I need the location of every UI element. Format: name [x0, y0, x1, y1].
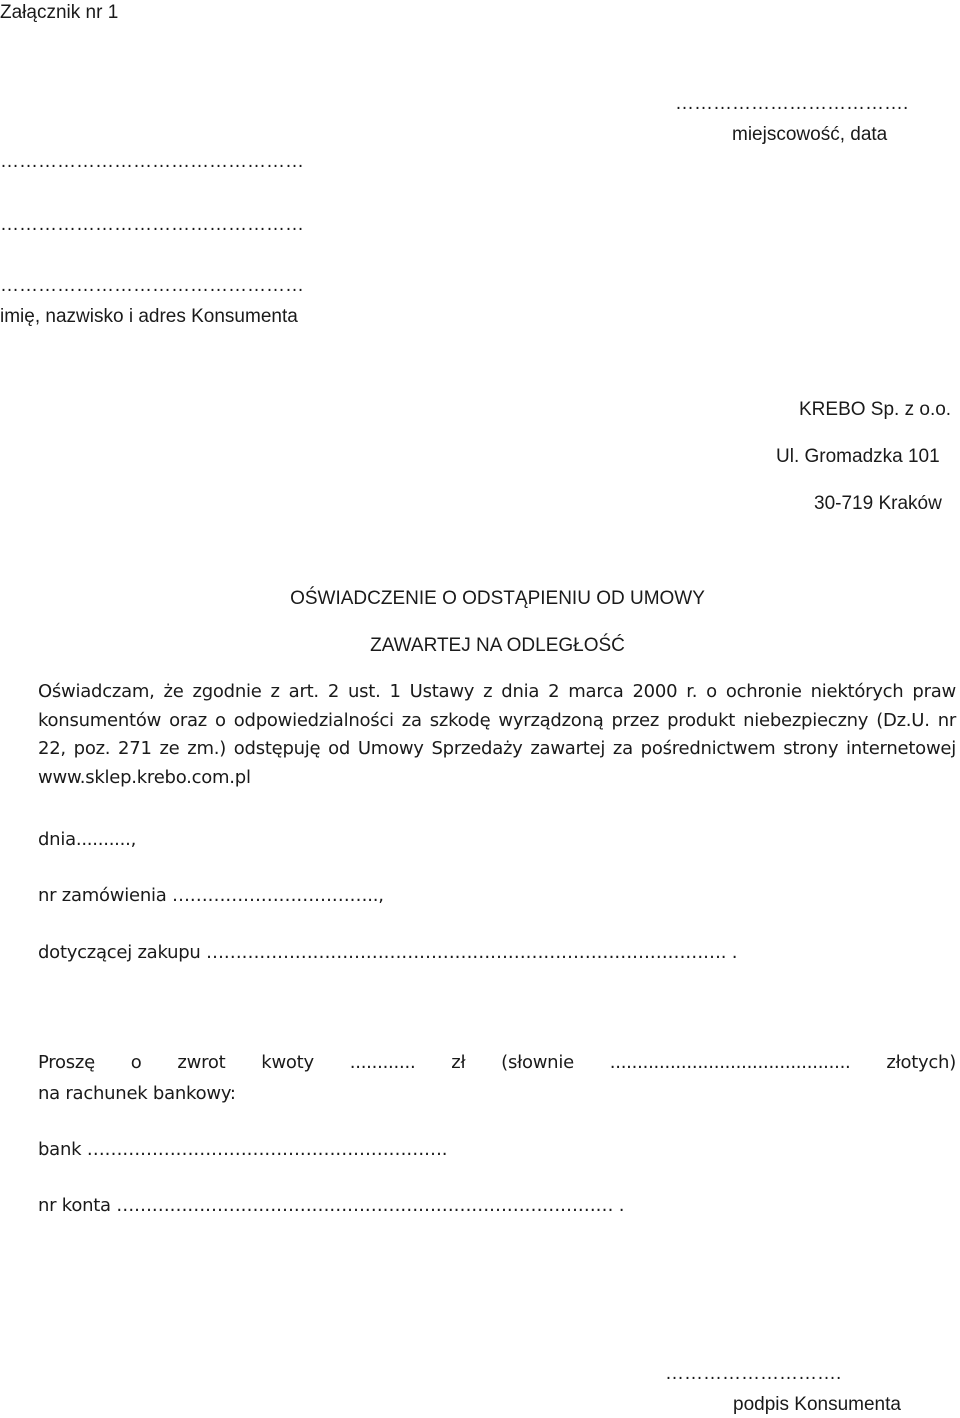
signature-dots: ……………………….	[665, 1363, 842, 1384]
purchase-field: dotyczącej zakupu ……………………………………………………………………………. .	[38, 942, 738, 963]
recipient-street: Ul. Gromadzka 101	[776, 446, 940, 467]
refund-account-label: na rachunek bankowy:	[38, 1083, 236, 1104]
consumer-caption: imię, nazwisko i adres Konsumenta	[0, 306, 298, 327]
order-number-field: nr zamówienia ……………………………..,	[38, 885, 384, 906]
document-title-line-1: OŚWIADCZENIE O ODSTĄPIENIU OD UMOWY	[290, 588, 705, 609]
statement-paragraph: Oświadczam, że zgodnie z art. 2 ust. 1 Ustawy z dnia 2 marca 2000 r. o ochronie niektórych praw konsumentów oraz o odpowiedzialności za szkodę wyrządzoną przez produkt niebezpieczny (Dz.U. nr 22, poz. 271 ze zm.) odstępuję od Umowy Sprzedaży zawartej za pośrednictwem strony internetowej www.sklep.krebo.com.pl	[38, 681, 956, 788]
consumer-line-3: …………………………………………	[0, 275, 304, 296]
recipient-company: KREBO Sp. z o.o.	[799, 399, 952, 420]
place-date-dots: ……………………………….	[675, 93, 909, 114]
recipient-city: 30-719 Kraków	[814, 493, 942, 514]
consumer-line-2: …………………………………………	[0, 214, 304, 235]
bank-field: bank …………………………………………………….	[38, 1139, 448, 1160]
place-date-caption: miejscowość, data	[732, 124, 888, 145]
refund-amount-line: Proszę o zwrot kwoty ............ zł (słownie ............................................ złotych)	[38, 1052, 956, 1073]
consumer-line-1: …………………………………………	[0, 151, 304, 172]
document-title-line-2: ZAWARTEJ NA ODLEGŁOŚĆ	[370, 635, 625, 656]
date-field: dnia..........,	[38, 829, 137, 850]
attachment-label: Załącznik nr 1	[0, 2, 119, 23]
account-number-field: nr konta ………………………………………………………………………… .	[38, 1195, 625, 1216]
signature-caption: podpis Konsumenta	[733, 1394, 901, 1415]
